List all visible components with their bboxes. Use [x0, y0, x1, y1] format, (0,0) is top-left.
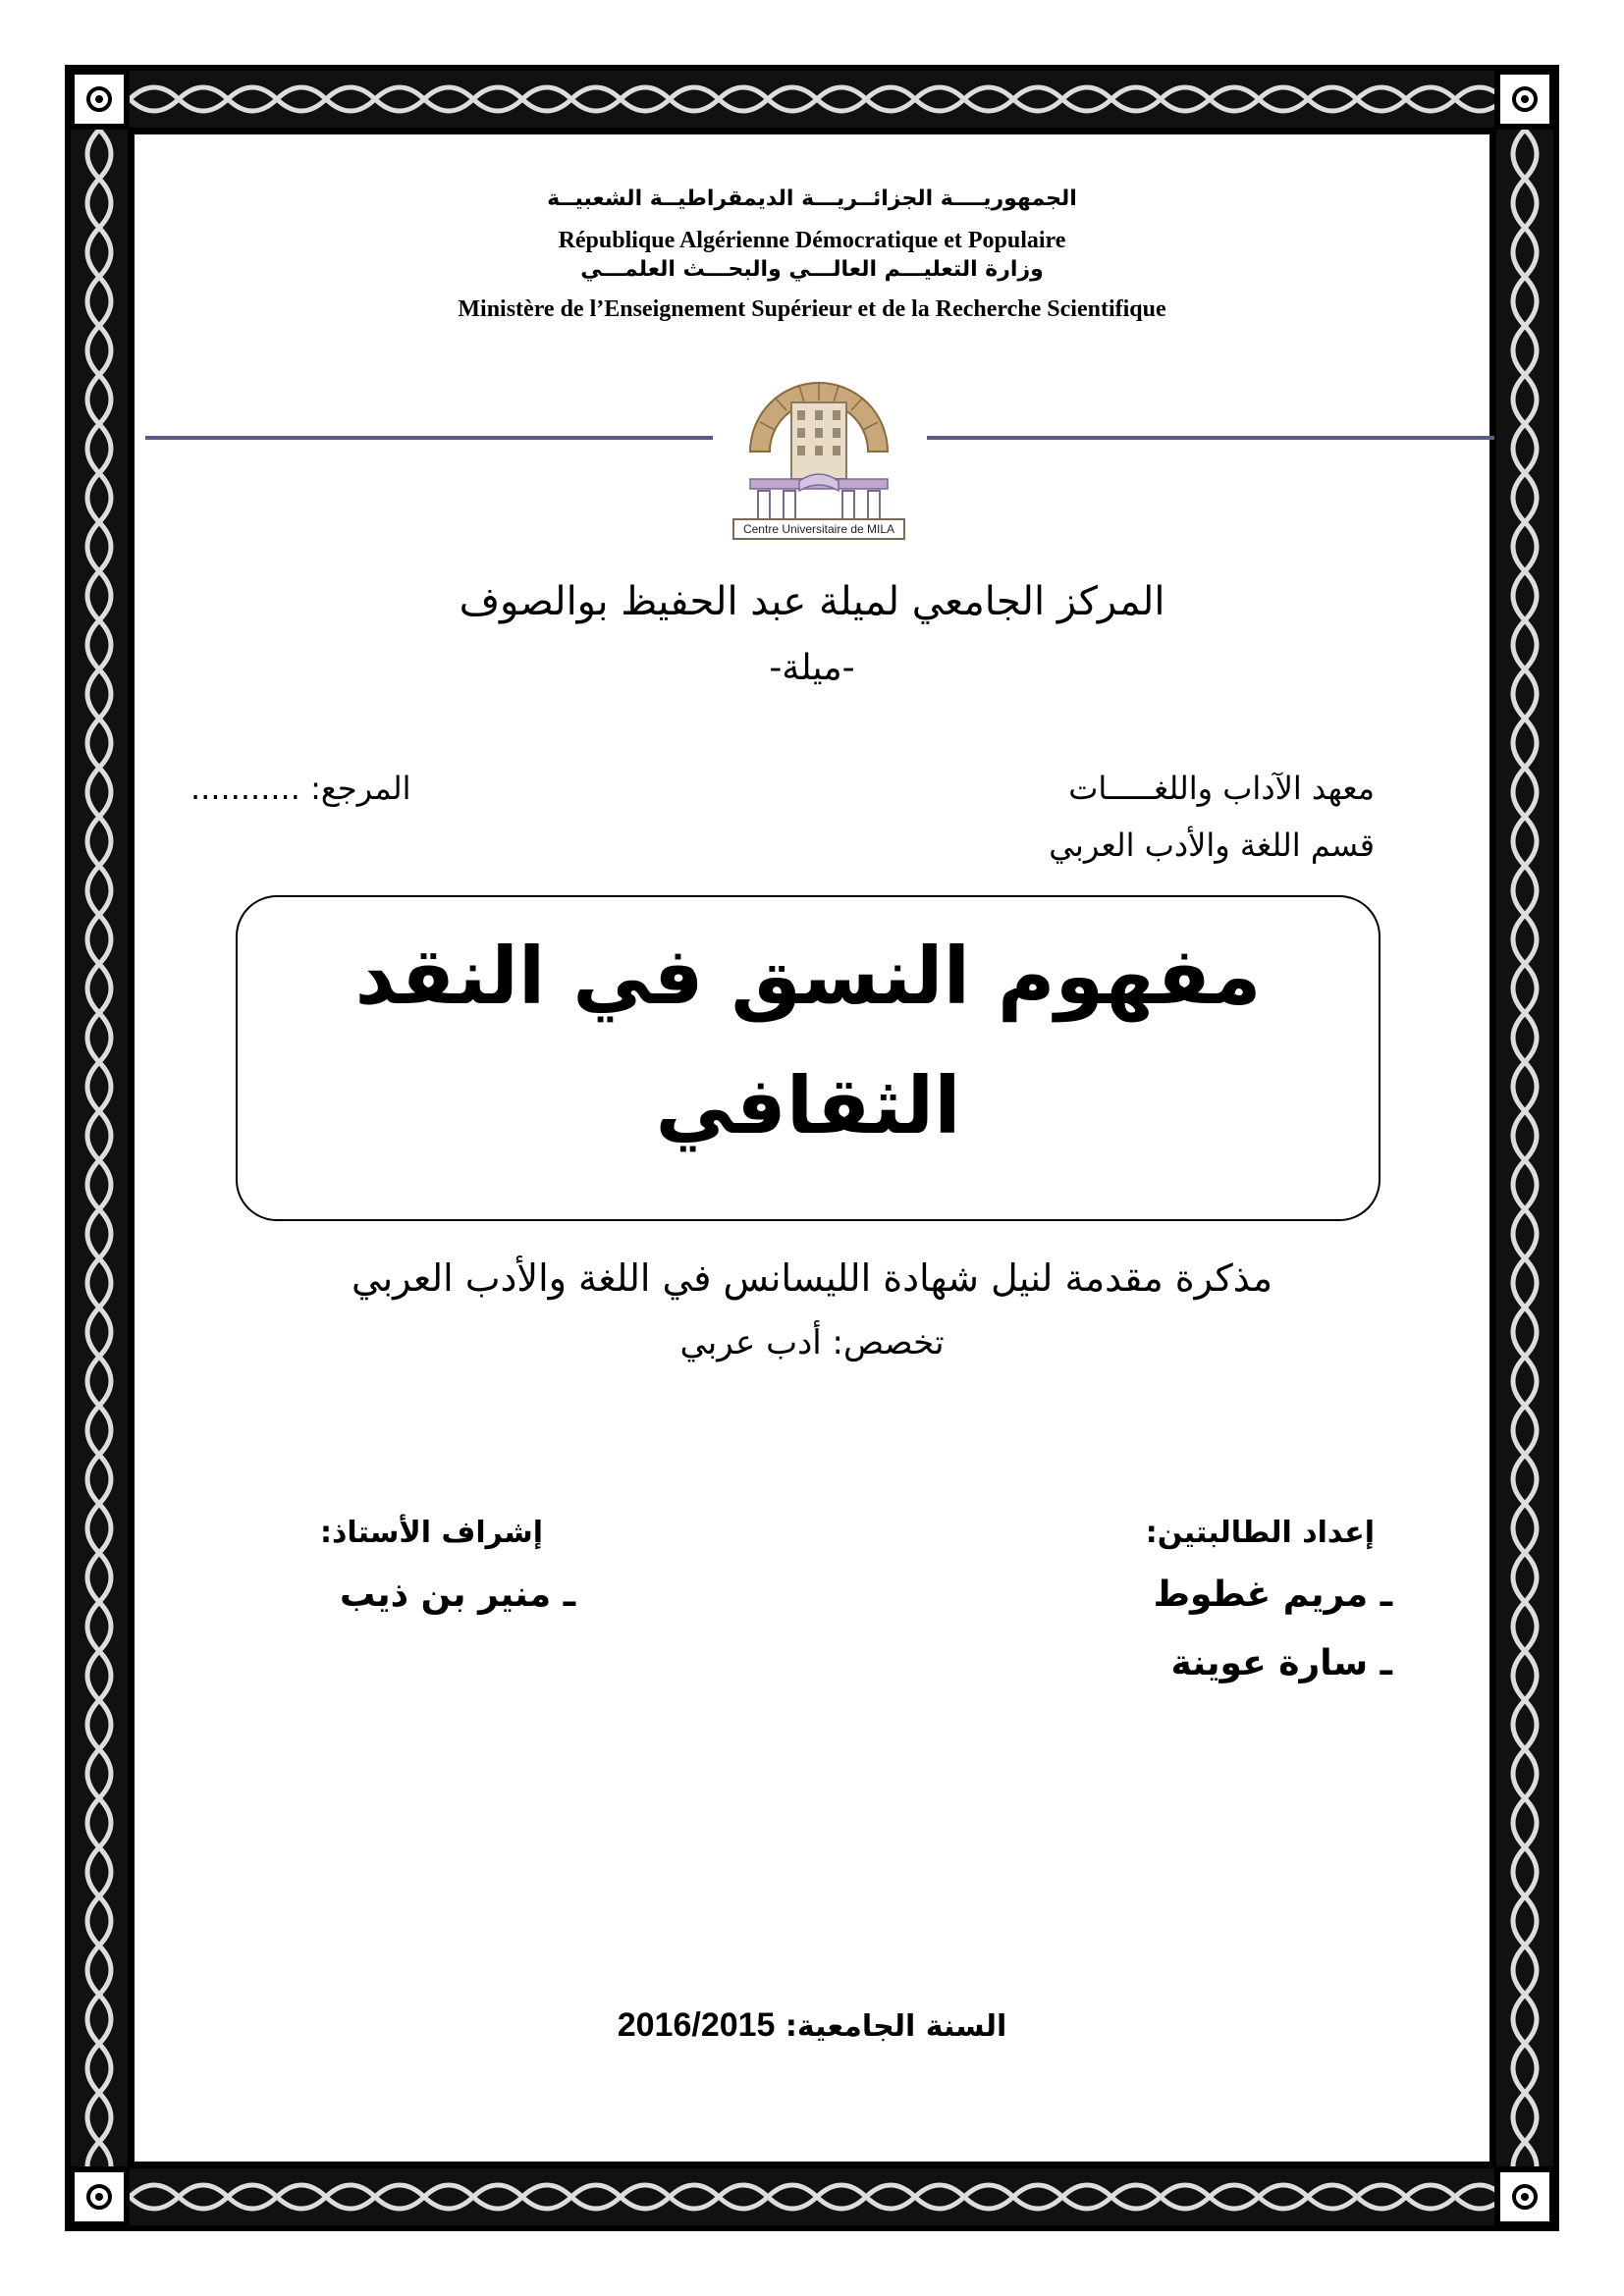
university-logo-icon [731, 353, 907, 540]
corner-ornament-icon [1497, 72, 1552, 127]
corner-ornament-icon [72, 2169, 127, 2224]
prepared-by-label: إعداد الطالبتين: [1145, 1516, 1375, 1550]
republic-arabic: الجمهوريــــة الجزائــريـــة الديمقراطيــة الشعبيــة [547, 187, 1077, 211]
ministry-arabic: وزارة التعليـــم العالـــي والبحـــث العلمـــي [580, 257, 1044, 282]
republic-french: République Algérienne Démocratique et Populaire [558, 228, 1066, 253]
corner-ornament-icon [1497, 2169, 1552, 2224]
academic-year-label: السنة الجامعية: [785, 2009, 1007, 2044]
thesis-specialty: تخصص: أدب عربي [679, 1323, 945, 1362]
reference-field: المرجع: ........... [190, 770, 411, 807]
logo-caption: Centre Universitaire de MILA [732, 518, 905, 540]
institution-name: المركز الجامعي لميلة عبد الحفيظ بوالصوف [459, 579, 1165, 624]
student-name: ـ مريم غطوط [1153, 1575, 1392, 1615]
thesis-title-line2: الثقافي [655, 1060, 961, 1151]
border-pattern-top [130, 71, 1494, 128]
academic-year-value: 2016/2015 [617, 2006, 776, 2044]
header-rule-left [145, 436, 713, 440]
supervisor-name: ـ منير بن ذيب [340, 1575, 575, 1615]
thesis-description: مذكرة مقدمة لنيل شهادة الليسانس في اللغة والأدب العربي [351, 1256, 1273, 1300]
institution-city: -ميلة- [769, 648, 855, 688]
institute-name: معهد الآداب واللغـــــات [1068, 770, 1375, 807]
border-pattern-left [71, 130, 128, 2166]
supervision-label: إشراف الأستاذ: [320, 1516, 544, 1550]
corner-ornament-icon [72, 72, 127, 127]
student-name: ـ سارة عوينة [1170, 1643, 1392, 1683]
border-pattern-right [1496, 130, 1553, 2166]
border-pattern-bottom [130, 2168, 1494, 2225]
ministry-french: Ministère de l’Enseignement Supérieur et de la Recherche Scientifique [458, 296, 1166, 322]
thesis-title-line1: مفهوم النسق في النقد [354, 931, 1262, 1022]
academic-year [0, 2006, 1624, 2045]
department-name: قسم اللغة والأدب العربي [1049, 827, 1375, 864]
header-rule-right [927, 436, 1494, 440]
